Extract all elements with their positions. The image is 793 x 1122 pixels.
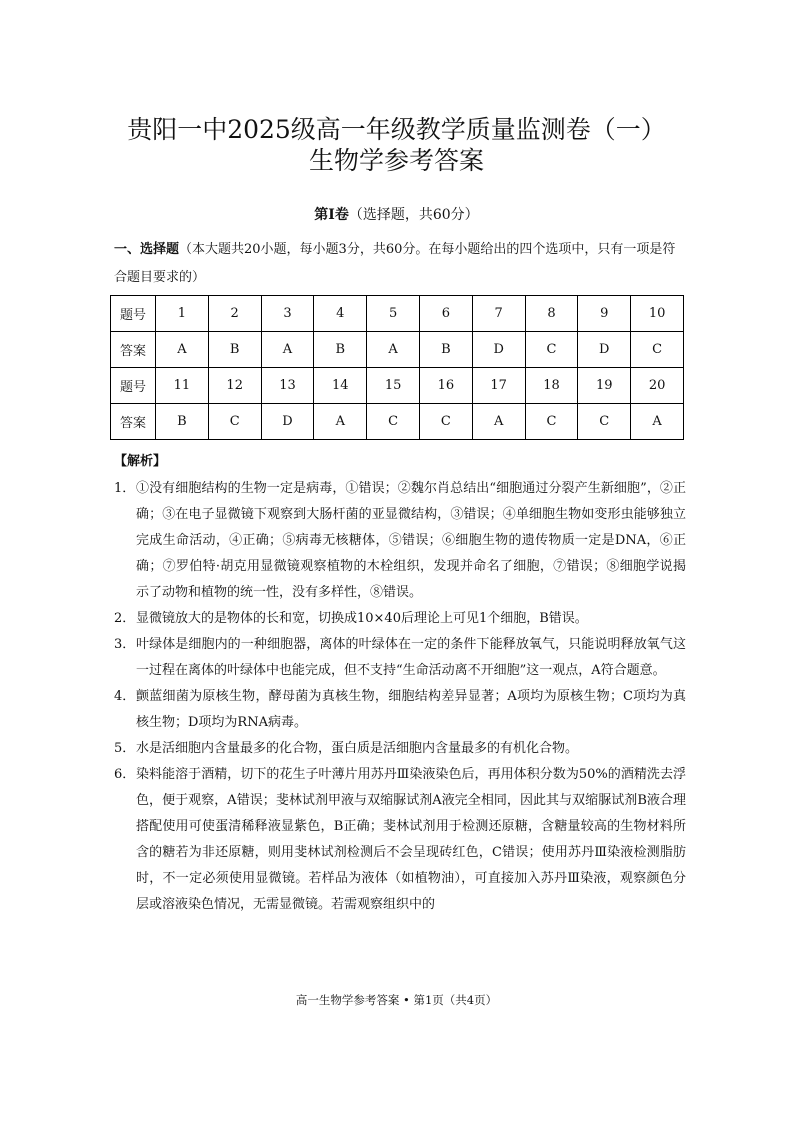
item-text: 水是活细胞内含量最多的化合物，蛋白质是活细胞内含量最多的有机化合物。	[136, 741, 579, 756]
section-heading	[0, 205, 793, 225]
document-title: 贵阳一中2025级高一年级教学质量监测卷（一）	[127, 115, 666, 144]
table-cell: A	[314, 404, 367, 440]
table-cell: 3	[261, 296, 314, 332]
item-text: 颤蓝细菌为原核生物，酵母菌为真核生物，细胞结构差异显著；A项均为原核生物；C项均为真核生物；D项均为RNA病毒。	[136, 689, 686, 730]
question-instructions: （本大题共20小题，每小题3分，共60分。在每小题给出的四个选项中，只有一项是符合题目要求的）	[114, 242, 676, 285]
analysis-item	[114, 762, 686, 918]
table-cell: 5	[367, 296, 420, 332]
table-cell: 20	[631, 368, 684, 404]
table-cell: C	[578, 404, 631, 440]
table-cell: A	[156, 332, 209, 368]
analysis-item	[114, 476, 686, 606]
table-cell: 14	[314, 368, 367, 404]
item-text: 叶绿体是细胞内的一种细胞器，离体的叶绿体在一定的条件下能释放氧气，只能说明释放氧气这一过程在离体的叶绿体中也能完成，但不支持“生命活动离不开细胞”这一观点，A符合题意。	[136, 637, 686, 678]
table-cell: D	[578, 332, 631, 368]
table-row	[111, 404, 684, 440]
table-cell: C	[525, 332, 578, 368]
table-cell: C	[419, 404, 472, 440]
section-label: 第Ⅰ卷	[314, 207, 349, 223]
item-text: ①没有细胞结构的生物一定是病毒，①错误；②魏尔肖总结出“细胞通过分裂产生新细胞”，②正确；③在电子显微镜下观察到大肠杆菌的亚显微结构，③错误；④单细胞生物如变形虫能够独立完成生命活动，④正确；⑤病毒无核糖体，⑤错误；⑥细胞生物的遗传物质一定是DNA，⑥正确；⑦罗伯特·胡克用显微镜观察植物的木栓组织，发现并命名了细胞，⑦错误；⑧细胞学说揭示了动物和植物的统一性，没有多样性，⑧错误。	[136, 481, 686, 600]
table-row	[111, 332, 684, 368]
row-label: 题号	[111, 296, 156, 332]
table-cell: 12	[208, 368, 261, 404]
row-label: 答案	[111, 332, 156, 368]
table-cell: B	[208, 332, 261, 368]
table-cell: 17	[472, 368, 525, 404]
table-cell: 11	[156, 368, 209, 404]
item-number: 1．	[114, 481, 136, 496]
item-number: 5．	[114, 741, 136, 756]
analysis-item	[114, 736, 686, 762]
item-number: 6．	[114, 767, 136, 782]
row-label: 答案	[111, 404, 156, 440]
table-cell: A	[472, 404, 525, 440]
item-number: 3．	[114, 637, 136, 652]
table-cell: B	[314, 332, 367, 368]
answer-table	[110, 295, 684, 440]
item-text: 染料能溶于酒精，切下的花生子叶薄片用苏丹Ⅲ染液染色后，再用体积分数为50%的酒精洗去浮色，便于观察，A错误；斐林试剂甲液与双缩脲试剂A液完全相同，因此其与双缩脲试剂B液合理搭配使用可使蛋清稀释液显紫色，B正确；斐林试剂用于检测还原糖，含糖量较高的生物材料所含的糖若为非还原糖，则用斐林试剂检测后不会呈现砖红色，C错误；使用苏丹Ⅲ染液检测脂肪时，不一定必须使用显微镜。若样品为液体（如植物油），可直接加入苏丹Ⅲ染液，观察颜色分层或溶液染色情况，无需显微镜。若需观察组织中的	[136, 767, 686, 912]
table-cell: C	[208, 404, 261, 440]
table-cell: 10	[631, 296, 684, 332]
table-cell: 9	[578, 296, 631, 332]
table-cell: 1	[156, 296, 209, 332]
table-cell: 13	[261, 368, 314, 404]
table-cell: 18	[525, 368, 578, 404]
table-cell: A	[261, 332, 314, 368]
table-cell: C	[631, 332, 684, 368]
table-cell: 4	[314, 296, 367, 332]
analysis-item	[114, 632, 686, 684]
row-label: 题号	[111, 368, 156, 404]
table-cell: 19	[578, 368, 631, 404]
table-cell: D	[472, 332, 525, 368]
item-number: 4．	[114, 689, 136, 704]
table-cell: 2	[208, 296, 261, 332]
item-text: 显微镜放大的是物体的长和宽，切换成10×40后理论上可见1个细胞，B错误。	[136, 611, 588, 626]
question-intro	[114, 236, 686, 292]
document-subtitle: 生物学参考答案	[308, 146, 484, 175]
table-cell: 6	[419, 296, 472, 332]
table-cell: 8	[525, 296, 578, 332]
table-row	[111, 296, 684, 332]
table-cell: C	[367, 404, 420, 440]
table-cell: C	[525, 404, 578, 440]
item-number: 2．	[114, 611, 136, 626]
analysis-list	[114, 476, 686, 918]
table-row	[111, 368, 684, 404]
table-cell: D	[261, 404, 314, 440]
analysis-item	[114, 684, 686, 736]
table-cell: B	[419, 332, 472, 368]
table-cell: B	[156, 404, 209, 440]
question-type-label: 一、选择题	[114, 242, 180, 257]
section-note: （选择题，共60分）	[348, 207, 479, 223]
table-cell: 16	[419, 368, 472, 404]
analysis-item	[114, 606, 686, 632]
analysis-heading: 【解析】	[114, 454, 167, 469]
page-footer: 高一生物学参考答案 • 第1页（共4页）	[295, 993, 498, 1007]
table-cell: 7	[472, 296, 525, 332]
table-cell: A	[367, 332, 420, 368]
table-cell: A	[631, 404, 684, 440]
table-cell: 15	[367, 368, 420, 404]
